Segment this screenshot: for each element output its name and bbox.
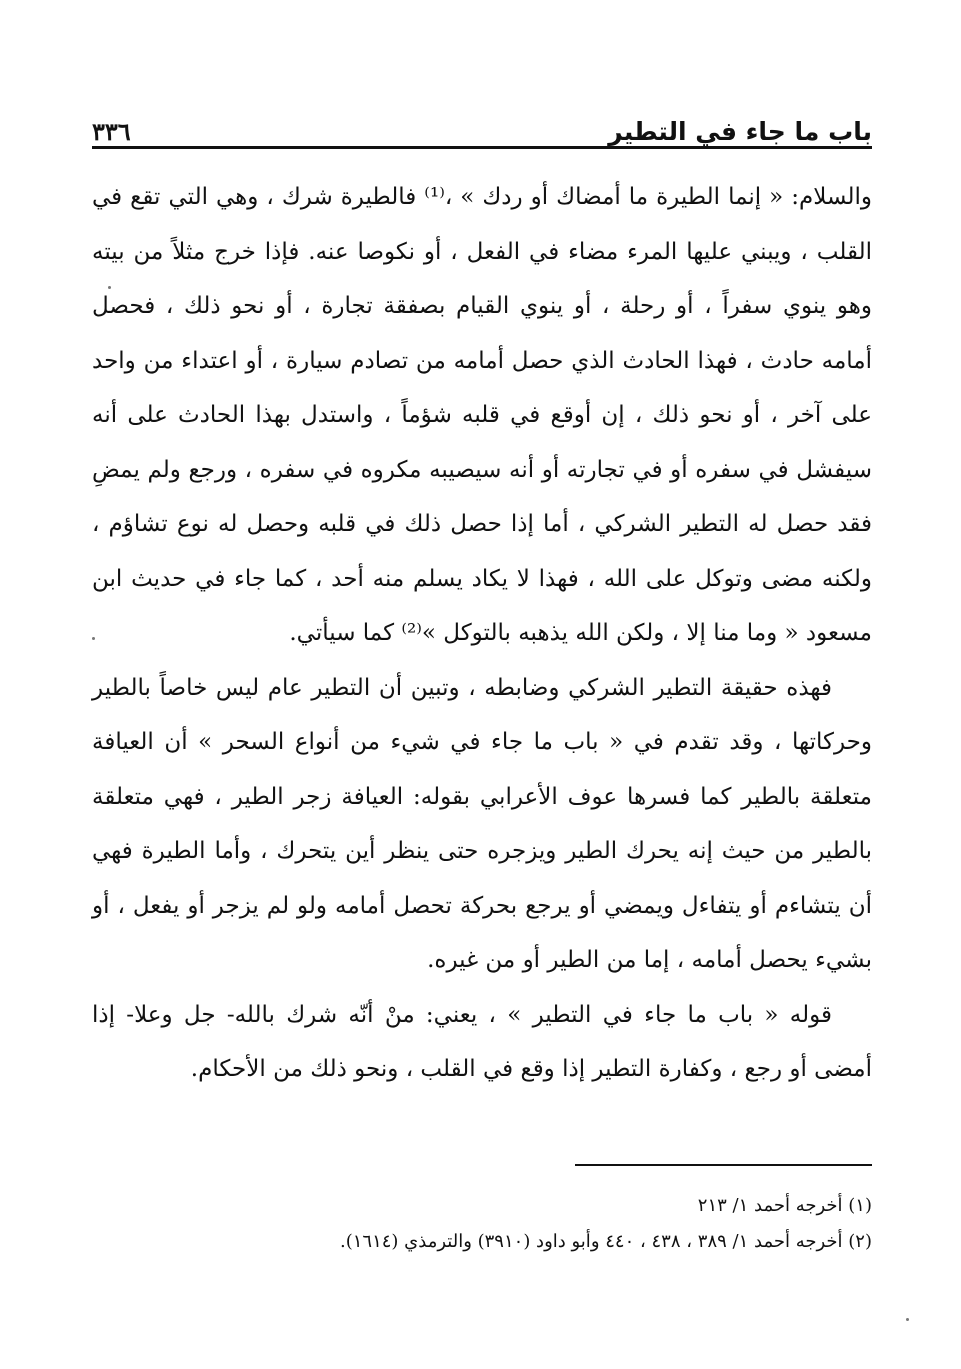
- footnote-divider: [575, 1164, 872, 1166]
- header-divider: [92, 146, 872, 149]
- footnote: (١) أخرجه أحمد ١/ ٢١٣: [697, 1195, 872, 1216]
- chapter-title: باب ما جاء في التطير: [608, 117, 872, 146]
- scan-speck: [906, 1318, 909, 1321]
- footnotes: [92, 1188, 872, 1260]
- paragraph: والسلام: « إنما الطيرة ما أمضاك أو ردك » ،⁽¹⁾ فالطيرة شرك ، وهي التي تقع في القلب ، ويبني عليها المرء مضاء في الفعل ، أو نكوصا عنه. فإذا خرج مثلاً من بيته وهو ينوي سفراً ، أو رحلة ، أو ينوي القيام بصفقة تجارة ، أو نحو ذلك ، فحصل أمامه حادث ، فهذا الحادث الذي حصل أمامه من تصادم سيارة ، أو اعتداء من واحد على آخر ، أو نحو ذلك ، إن أوقع في قلبه شؤماً ، واستدل بهذا الحادث على أنه سيفشل في سفره أو في تجارته أو أنه سيصيبه مكروه في سفره ، ورجع ولم يمضِ فقد حصل له التطير الشركي ، أما إذا حصل ذلك في قلبه وحصل له نوع تشاؤم ، ولكنه مضى وتوكل على الله ، فهذا لا يكاد يسلم منه أحد ، كما جاء في حديث ابن مسعود « وما منا إلا ، ولكن الله يذهبه بالتوكل »⁽²⁾ كما سيأتي.: [92, 184, 872, 646]
- paragraph: فهذه حقيقة التطير الشركي وضابطه ، وتبين أن التطير عام ليس خاصاً بالطير وحركاتها ، وقد تقدم في « باب ما جاء في شيء من أنواع السحر » أن العيافة متعلقة بالطير كما فسرها عوف الأعرابي بقوله: العيافة زجر الطير ، فهي متعلقة بالطير من حيث إنه يحرك الطير ويزجره حتى ينظر أين يتحرك ، وأما الطيرة فهي أن يتشاءم أو يتفاءل ويمضي أو يرجع بحركة تحصل أمامه ولو لم يزجر أو يفعل ، أو بشيء يحصل أمامه ، إما من الطير أو من غيره.: [92, 674, 872, 973]
- page-number: ٣٣٦: [92, 117, 131, 146]
- running-header: [92, 102, 872, 146]
- scan-speck: [108, 286, 111, 289]
- main-text: [92, 170, 872, 1097]
- footnote: (٢) أخرجه أحمد ١/ ٣٨٩ ، ٤٣٨ ، ٤٤٠ وأبو داود (٣٩١٠) والترمذي (١٦١٤).: [340, 1231, 872, 1252]
- scan-speck: [92, 637, 95, 640]
- paragraph: قوله « باب ما جاء في التطير » ، يعني: منْ أنّه شرك بالله- جل وعلا- إذا أمضى أو رجع ، وكفارة التطير إذا وقع في القلب ، ونحو ذلك من الأحكام.: [92, 1001, 872, 1082]
